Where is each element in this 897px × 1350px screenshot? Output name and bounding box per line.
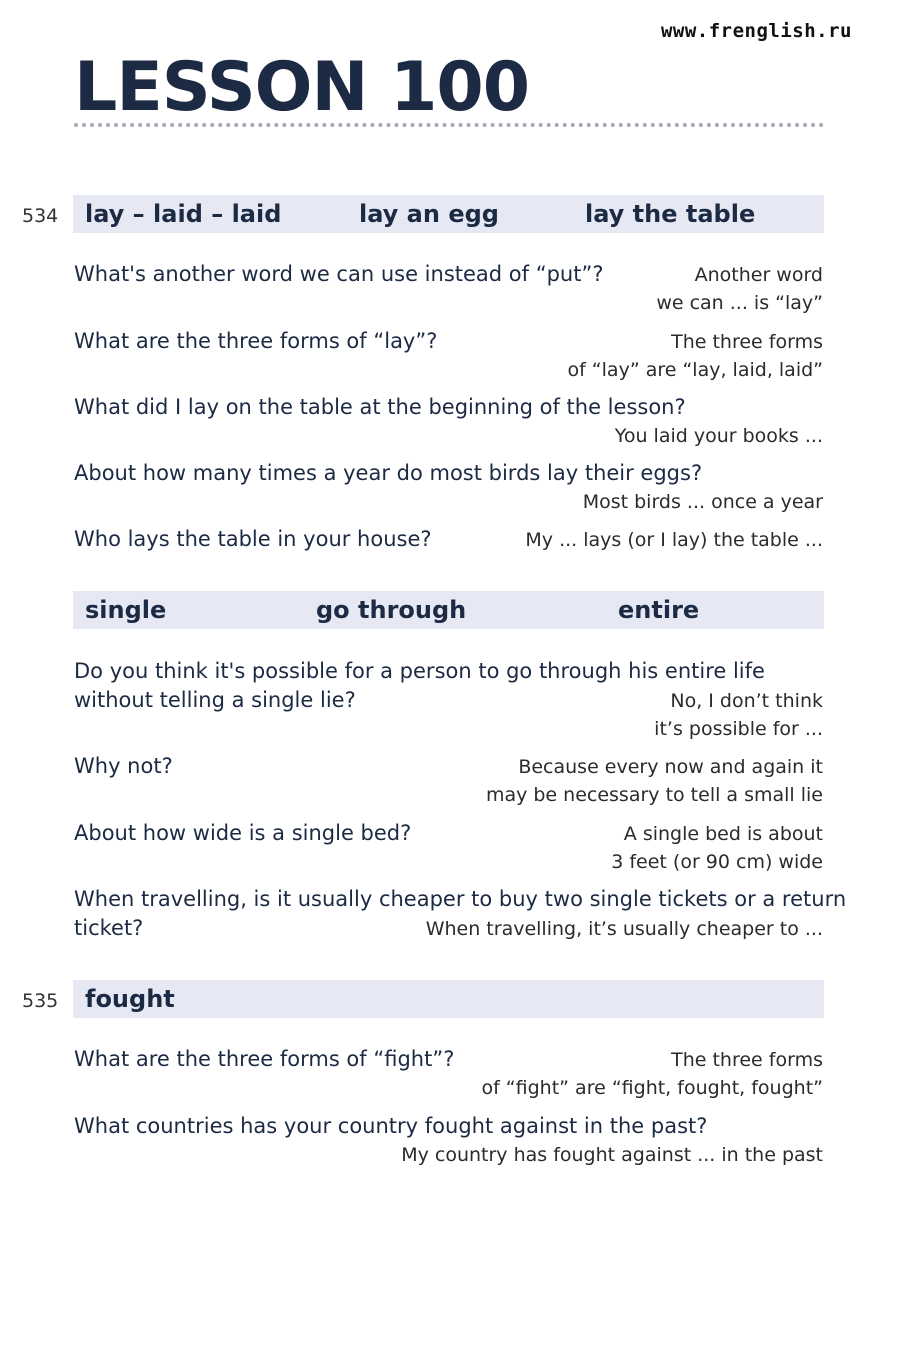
question: What are the three forms of “fight”? bbox=[74, 1047, 455, 1071]
question: About how many times a year do most birds lay their eggs? bbox=[74, 461, 703, 485]
item-number-535: 535 bbox=[22, 990, 59, 1012]
answer-line: of “fight” are “fight, fought, fought” bbox=[481, 1077, 823, 1099]
answer-line: When travelling, it’s usually cheaper to ... bbox=[425, 918, 823, 940]
site-url: www.frenglish.ru bbox=[660, 20, 852, 42]
answer-line: it’s possible for ... bbox=[654, 718, 823, 740]
answer-line: The three forms bbox=[671, 331, 823, 353]
question: Who lays the table in your house? bbox=[74, 527, 432, 551]
question: What did I lay on the table at the beginning of the lesson? bbox=[74, 395, 686, 419]
answer bbox=[567, 328, 823, 384]
question-line: When travelling, is it usually cheaper to buy two single tickets or a return bbox=[74, 887, 847, 911]
answer bbox=[656, 261, 823, 317]
answer-line: may be necessary to tell a small lie bbox=[485, 784, 823, 806]
question: What are the three forms of “lay”? bbox=[74, 329, 438, 353]
vocab-band-535 bbox=[73, 980, 824, 1018]
answer bbox=[654, 687, 823, 743]
vocab-word: go through bbox=[316, 596, 467, 624]
answer-line: A single bed is about bbox=[623, 823, 823, 845]
item-number-534: 534 bbox=[22, 205, 59, 227]
question: What's another word we can use instead of “put”? bbox=[74, 262, 604, 286]
answer-line: You laid your books ... bbox=[614, 425, 823, 447]
question: Why not? bbox=[74, 754, 173, 778]
vocab-word: single bbox=[85, 596, 167, 624]
question: About how wide is a single bed? bbox=[74, 821, 412, 845]
answer-line: of “lay” are “lay, laid, laid” bbox=[567, 359, 823, 381]
answer-line: Another word bbox=[694, 264, 823, 286]
vocab-band-534 bbox=[73, 195, 824, 233]
question-line: ticket? bbox=[74, 916, 144, 940]
vocab-word: lay – laid – laid bbox=[85, 200, 282, 228]
answer bbox=[615, 422, 823, 450]
answer-line: Most birds ... once a year bbox=[582, 491, 823, 513]
vocab-word: lay an egg bbox=[359, 200, 499, 228]
vocab-band-single bbox=[73, 591, 824, 629]
question-line: Do you think it's possible for a person to go through his entire life bbox=[74, 659, 765, 683]
answer-line: we can ... is “lay” bbox=[656, 292, 823, 314]
answer-line: My country has fought against ... in the past bbox=[401, 1144, 823, 1166]
answer-line: 3 feet (or 90 cm) wide bbox=[611, 851, 823, 873]
answer-line: No, I don’t think bbox=[670, 690, 823, 712]
answer-line: The three forms bbox=[671, 1049, 823, 1071]
vocab-word: lay the table bbox=[585, 200, 756, 228]
question-line: without telling a single lie? bbox=[74, 688, 356, 712]
lesson-title: LESSON 100 bbox=[74, 48, 530, 127]
answer bbox=[426, 915, 823, 943]
question: What countries has your country fought against in the past? bbox=[74, 1114, 708, 1138]
vocab-word: fought bbox=[85, 985, 175, 1013]
answer-line: Because every now and again it bbox=[518, 756, 823, 778]
dotted-divider bbox=[74, 123, 824, 127]
answer bbox=[401, 1141, 823, 1169]
answer bbox=[486, 753, 823, 809]
answer-line: My ... lays (or I lay) the table ... bbox=[525, 529, 823, 551]
vocab-word: entire bbox=[618, 596, 700, 624]
answer bbox=[583, 488, 823, 516]
answer bbox=[525, 526, 823, 554]
answer bbox=[611, 820, 823, 876]
answer bbox=[481, 1046, 823, 1102]
